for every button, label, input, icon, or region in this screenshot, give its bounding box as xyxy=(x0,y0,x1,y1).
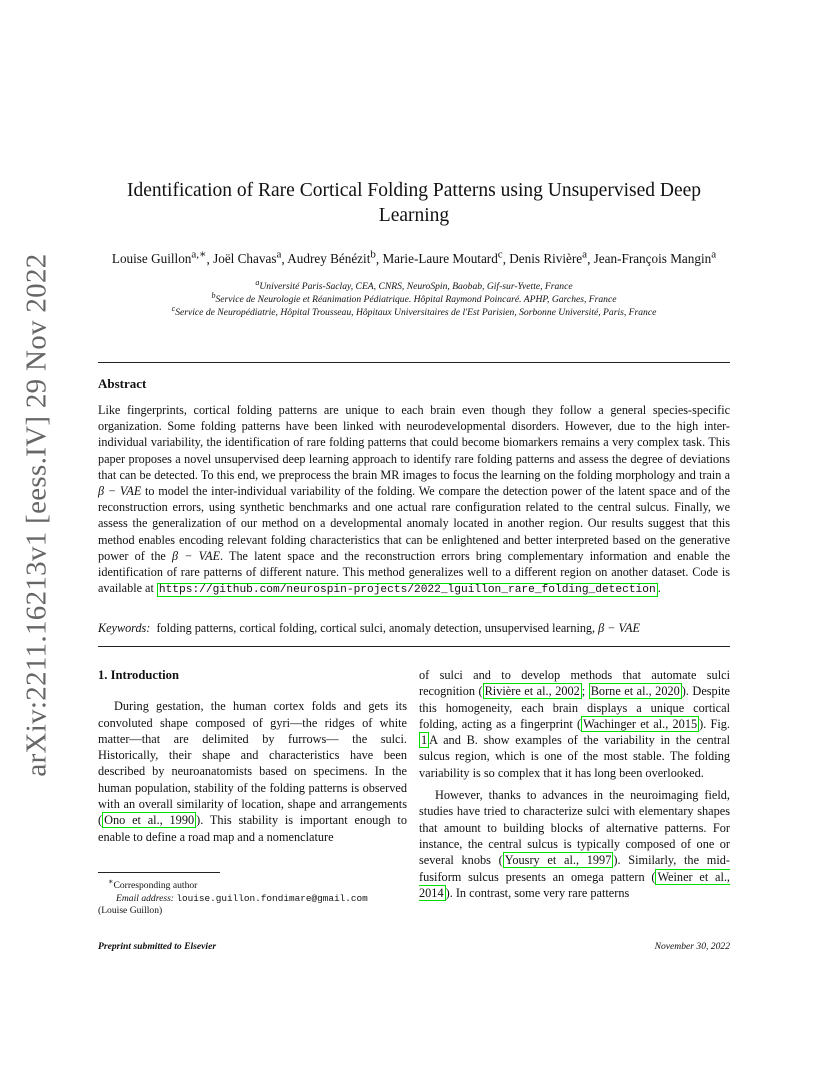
citation-link[interactable]: Borne et al., 2020 xyxy=(590,684,680,699)
figure-link[interactable]: 1 xyxy=(421,733,428,748)
keywords-rule xyxy=(98,646,730,647)
abstract-heading: Abstract xyxy=(98,376,147,391)
citation-link[interactable]: Rivière et al., 2002 xyxy=(484,684,580,699)
affiliation: $^a$Université Paris-Saclay, CEA, CNRS, NeuroSpin, Baobab, Gif-sur-Yvette, France xyxy=(255,278,573,293)
arxiv-sidebar xyxy=(12,253,62,777)
paragraph: of sulci and to develop methods that automate sulci recognition ( Rivière et al., 2002 ; Borne et al., 2020 ). Despite this homogeneity, each brain displays a unique cortical folding, acting as a fingerprint ( Wachinger et al., 2015 ). Fig. 1 A and B. show examples of the variability in the central sulcus region, which is one of the most stable. The folding variability is so complex that it has long been overlooked. xyxy=(419,668,730,780)
footer-date: November 30, 2022 xyxy=(654,941,730,952)
arxiv-identifier: arXiv:2211.16213v1 [eess.IV] 29 Nov 2022 xyxy=(20,253,53,777)
author: Jean-François Mangin$^a$ xyxy=(593,249,717,267)
left-column xyxy=(98,667,407,845)
abstract-body: Like fingerprints, cortical folding patterns are unique to each brain even though they follow a general species-specific organization. Some folding patterns have been linked with neurodevelopmental disorders. However, due to the high inter-individual variability, the identification of rare folding patterns that could become biomarkers remains a very complex task. This paper proposes a novel unsupervised deep learning approach to identify rare folding patterns and assess the degree of deviations that can be detected. To this end, we preprocess the brain MR images to focus the learning on the folding morphology and train a β − VAE to model the inter-individual variability of the folding. We compare the detection power of the latent space and of the reconstruction errors, using synthetic benchmarks and one actual rare configuration related to the central sulcus. Finally, we assess the generalization of our method on a developmental anomaly located in another region. Our results suggest that this method enables encoding relevant folding characteristics that can be enlightened and better interpreted based on the generative power of the β − VAE. The latent space and the reconstruction errors bring complementary information and enable the identification of rare patterns of different nature. This method generalizes well to a different region on another dataset. Code is available at https://github.com/neurospin-projects/2022_lguillon_rare_folding_detection . xyxy=(98,403,730,597)
affiliation: $^b$Service de Neurologie et Réanimation Pédiatrique. Hôpital Raymond Poincaré. APHP, Garches, France xyxy=(211,291,617,306)
citation-link[interactable]: Weiner et al., 2014 xyxy=(419,869,731,900)
header-rule xyxy=(98,362,730,363)
author: Joël Chavas$^a$ xyxy=(213,249,282,267)
author: Audrey Bénézit$^b$ xyxy=(287,249,376,267)
email-address: louise.guillon.fondimare@gmail.com xyxy=(176,892,368,904)
paper-title: Identification of Rare Cortical Folding Patterns using Unsupervised Deep Learning xyxy=(126,180,702,226)
paragraph: However, thanks to advances in the neuroimaging field, studies have tried to characterize sulci with elementary shapes that amount to building blocks of alternative patterns. For instance, the central sulcus is typically composed of one or several knobs ( Yousry et al., 1997 ). Similarly, the mid-fusiform sulcus presents an omega pattern ( Weiner et al., 2014 ). In contrast, some very rare patterns xyxy=(419,788,731,900)
footer-preprint: Preprint submitted to Elsevier xyxy=(98,941,217,952)
code-link[interactable]: https://github.com/neurospin-projects/2022_lguillon_rare_folding_detection xyxy=(158,584,656,597)
citation-link[interactable]: Ono et al., 1990 xyxy=(104,813,195,828)
author: Denis Rivière$^a$ xyxy=(509,249,588,267)
footnote-rule xyxy=(98,872,220,873)
author: Louise Guillon$^{a,∗}$ xyxy=(111,249,207,267)
author-list: Louise Guillon$^{a,∗}$, Joël Chavas$^a$, Audrey Bénézit$^b$, Marie-Laure Moutard$^c$, Denis Rivière$^a$, Jean-François Mangin$^a$ xyxy=(111,249,717,267)
paragraph: During gestation, the human cortex folds and gets its convoluted shape composed of gyri—the ridges of white matter—that are delimited by furrows— the sulci. Historically, their shape and characteristics have been described by neuroanatomists based on specimens. In the human population, stability of the folding patterns is observed with an overall similarity of location, shape and arrangements ( Ono et al., 1990 ). This stability is important enough to enable to define a road map and a nomenclature xyxy=(98,699,407,844)
keywords: Keywords: folding patterns, cortical folding, cortical sulci, anomaly detection, unsupervised learning, β − VAE xyxy=(98,621,640,635)
right-column xyxy=(419,667,730,901)
author: Marie-Laure Moutard$^c$ xyxy=(382,249,503,267)
citation-link[interactable]: Wachinger et al., 2015 xyxy=(583,716,698,731)
affiliation: $^c$Service de Neuropédiatrie, Hôpital Trousseau, Hôpitaux Universitaires de l'Est Parisien, Sorbonne Université, Paris, France xyxy=(171,304,657,319)
section-heading: 1. Introduction xyxy=(98,668,179,682)
footnote: ∗Corresponding author Email address: louise.guillon.fondimare@gmail.com (Louise Guillon) xyxy=(98,877,368,917)
citation-link[interactable]: Yousry et al., 1997 xyxy=(504,853,612,868)
